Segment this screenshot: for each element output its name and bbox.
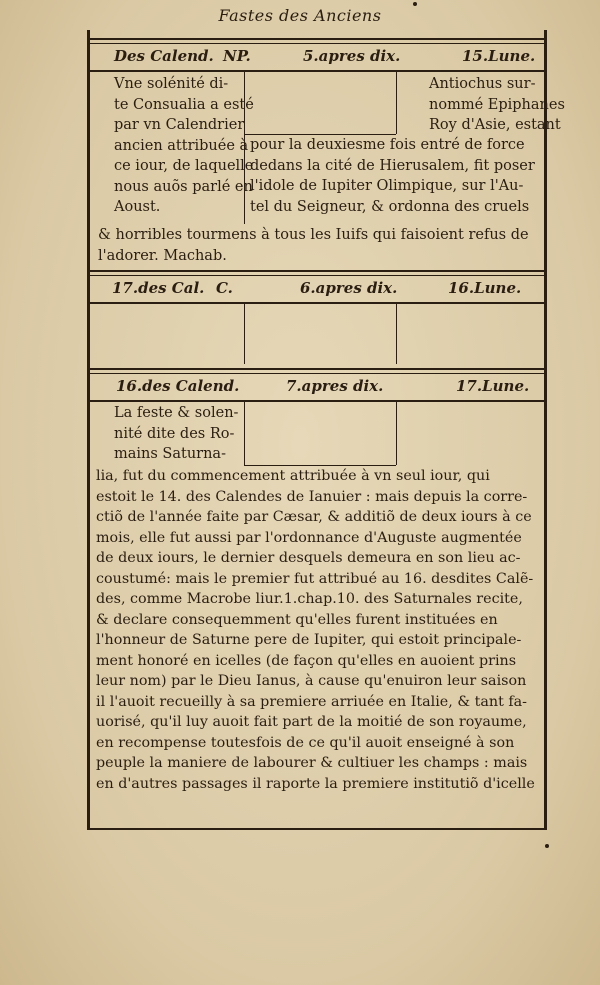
bottom-rule — [87, 828, 547, 830]
text-line: coustumé: mais le premier fut attribué au 16. desdites Calẽ- — [96, 570, 534, 587]
lune-label: 17.Lune. — [456, 377, 530, 395]
text-line: Roy d'Asie, estant — [429, 117, 561, 133]
text-line: ancien attribuée à — [114, 137, 249, 154]
text-line: l'adorer. Machab. — [98, 247, 227, 264]
apres-dix-label: 7.apres dix. — [286, 377, 384, 395]
calend-label: Des Calend. — [114, 47, 214, 65]
text-line: Antiochus sur- — [429, 76, 536, 92]
box-divider-right — [396, 402, 397, 465]
text-line: La feste & solen- — [114, 405, 239, 421]
empty-column-divider — [396, 304, 397, 364]
text-line: l'idole de Iupiter Olimpique, sur l'Au- — [250, 178, 524, 194]
text-line: & horribles tourmens à tous les Iuifs qui faisoient refus de — [98, 227, 529, 243]
text-line: ment honoré en icelles (de façon qu'elles en auoient prins — [96, 652, 517, 669]
text-line: l'honneur de Saturne pere de Iupiter, qui estoit principale- — [96, 632, 522, 648]
text-line: leur nom) par le Dieu Ianus, à cause qu'enuiron leur saison — [96, 673, 527, 689]
text-line: par vn Calendrier — [114, 117, 245, 133]
text-line: nous auõs parlé en — [114, 178, 253, 195]
text-line: Vne solénité di- — [114, 76, 229, 92]
calendar-frame — [87, 30, 565, 828]
day-heading-1 — [90, 44, 544, 68]
saturnalia-body — [96, 466, 535, 794]
text-line: tel du Seigneur, & ordonna des cruels — [250, 198, 530, 215]
ink-speck — [413, 2, 417, 6]
running-head: Fastes des Anciens — [218, 6, 382, 25]
antiochus-continuation — [250, 135, 535, 217]
day-heading-3 — [90, 374, 544, 398]
text-line: il l'auoit recueilly à sa premiere arriuée en Italie, & tant fa- — [96, 693, 528, 710]
consualia-note — [114, 74, 254, 218]
calend-label: 16.des Calend. — [116, 377, 240, 395]
antiochus-full-text — [98, 225, 529, 266]
text-line: dedans la cité de Hierusalem, fit poser — [250, 157, 535, 174]
text-line: mains Saturna- — [114, 446, 226, 462]
text-line: uorisé, qu'il luy auoit fait part de la moitié de son royaume, — [96, 714, 527, 730]
text-line: ce iour, de laquelle — [114, 158, 254, 174]
text-line: pour la deuxiesme fois entré de force — [250, 137, 525, 153]
apres-dix-label: 5.apres dix. — [303, 47, 401, 65]
heading-rule — [90, 302, 544, 304]
text-line: des, comme Macrobe liur.1.chap.10. des Saturnales recite, — [96, 591, 523, 607]
text-line: lia, fut du commencement attribuée à vn seul iour, qui — [96, 468, 490, 484]
saturnalia-note — [114, 403, 238, 465]
ink-speck — [545, 844, 549, 848]
lune-label: 15.Lune. — [462, 47, 536, 65]
text-line: te Consualia a esté — [114, 96, 254, 113]
text-line: & declare consequemment qu'elles furent instituées en — [96, 611, 498, 628]
text-line: ctiõ de l'année faite par Cæsar, & additiõ de deux iours à ce — [96, 509, 532, 525]
text-line: de deux iours, le dernier desquels demeura en son lieu ac- — [96, 550, 521, 566]
text-line: estoit le 14. des Calendes de Ianuier : mais depuis la corre- — [96, 488, 528, 505]
np-label: NP. — [223, 47, 251, 65]
day-heading-2 — [90, 276, 544, 300]
heading-rule — [90, 400, 544, 402]
text-line: en recompense toutesfois de ce qu'il auoit enseigné à son — [96, 734, 515, 751]
text-line: nommé Epiphanes — [429, 96, 565, 113]
antiochus-note — [429, 74, 565, 136]
heading-rule — [90, 70, 544, 72]
empty-column-divider — [244, 304, 245, 364]
lune-label: 16.Lune. — [448, 279, 522, 297]
apres-dix-label: 6.apres dix. — [300, 279, 398, 297]
box-divider-right — [396, 72, 397, 134]
text-line: mois, elle fut aussi par l'ordonnance d'Auguste augmentée — [96, 529, 522, 546]
text-line: nité dite des Ro- — [114, 425, 235, 442]
text-line: peuple la maniere de labourer & cultiuer les champs : mais — [96, 755, 528, 771]
text-line: en d'autres passages il raporte la premiere institutiõ d'icelle — [96, 775, 535, 792]
text-line: Aoust. — [114, 199, 161, 215]
box-divider-left — [244, 402, 245, 465]
calend-label: 17.des Cal. — [112, 279, 205, 297]
dominical-letter: C. — [216, 279, 233, 297]
